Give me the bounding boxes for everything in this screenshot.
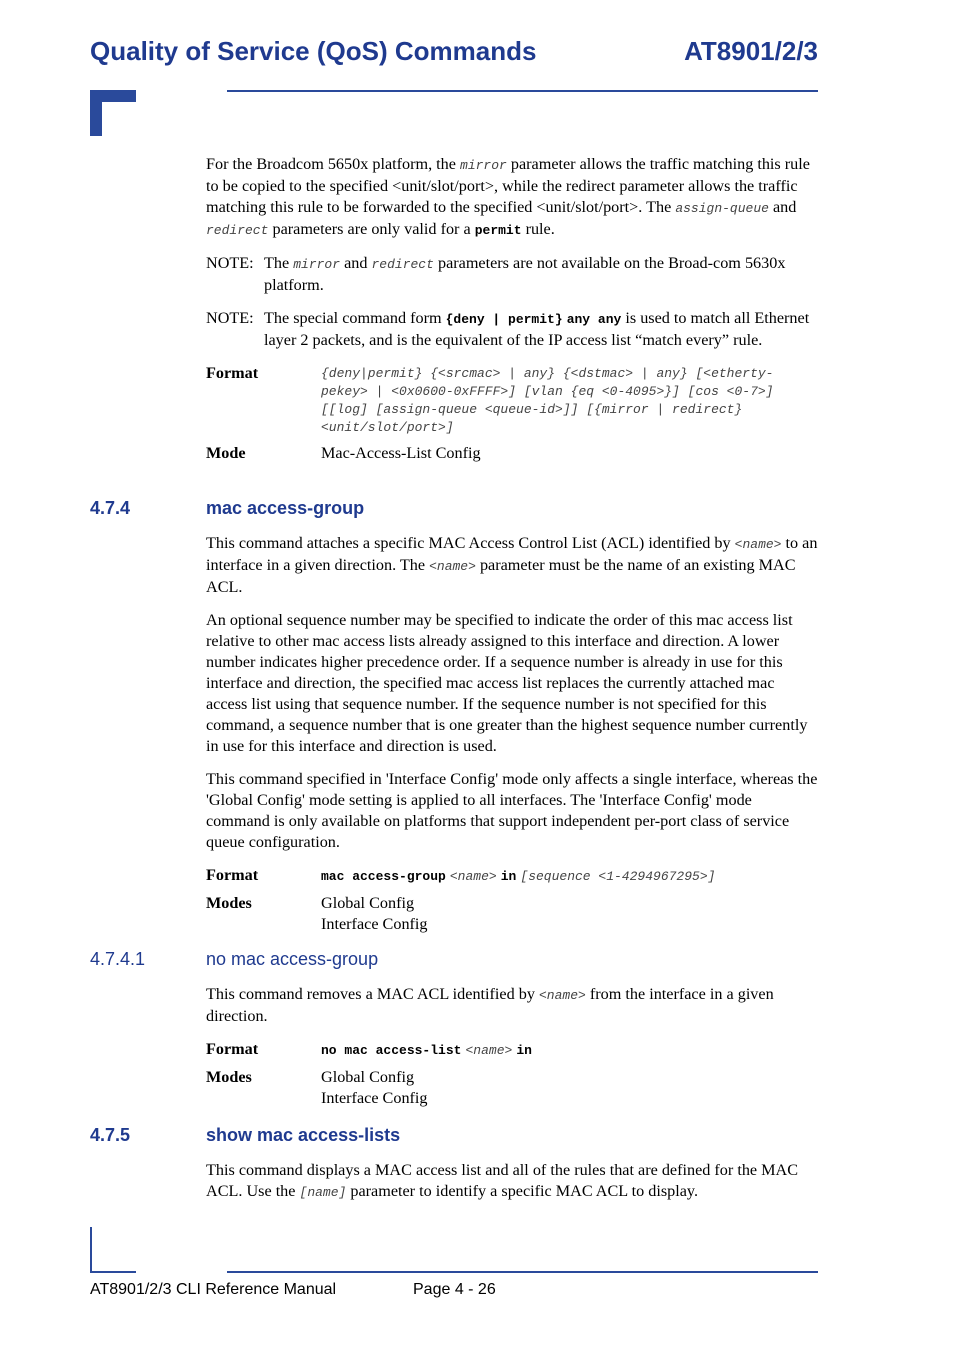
modes-label: Modes [206, 1068, 252, 1086]
footer-manual-title: AT8901/2/3 CLI Reference Manual [90, 1281, 337, 1298]
format-row: Format mac access-group <name> in [sequence <1-4294967295>] [206, 866, 716, 884]
header-rule [227, 90, 818, 92]
note-mirror-redirect: NOTE: The mirror and redirect parameters are not available on the Broad-com 5630x platform. [206, 254, 786, 294]
section-heading-4-7-5: 4.7.5 show mac access-lists [90, 1125, 401, 1145]
section-4-7-5-body [206, 1160, 818, 1215]
mode-value: Global Config [321, 894, 415, 912]
format-row: Format no mac access-list <name> in [206, 1040, 532, 1058]
note-label: NOTE: [206, 309, 254, 327]
page-header-model: AT8901/2/3 [684, 36, 818, 66]
modes-row [206, 893, 818, 935]
paragraph: This command displays a MAC access list and all of the rules that are defined for the MAC ACL. Use the [name] parameter to identify a specific MAC ACL to display. [206, 1161, 799, 1200]
mode-value: Interface Config [321, 915, 428, 933]
section-heading-4-7-4-1: 4.7.4.1 no mac access-group [90, 949, 379, 969]
note-label: NOTE: [206, 254, 254, 272]
mode-value: Interface Config [321, 1089, 428, 1107]
mode-label: Mode [206, 444, 246, 462]
section-heading-4-7-4: 4.7.4 mac access-group [90, 498, 365, 518]
mode-value: Mac-Access-List Config [321, 444, 481, 462]
format-row [206, 363, 818, 437]
format-syntax: {deny|permit} {<srcmac> | any} {<dstmac> | any} [<etherty-pekey> | <0x0600-0xFFFF>] [vlan {eq <0-4095>}] [cos <0-7>] [[log] [assign-queue <queue-id>]] [{mirror | redirect} <unit/slot/port>] [321, 366, 774, 435]
corner-bracket-bottom-horizontal [90, 1271, 136, 1273]
modes-label: Modes [206, 894, 252, 912]
format-label: Format [206, 1040, 259, 1058]
format-label: Format [206, 364, 259, 382]
section-4-7-4-1-body [206, 984, 818, 1115]
footer-rule [227, 1271, 818, 1273]
paragraph: This command removes a MAC ACL identified by <name> from the interface in a given direction. [206, 985, 774, 1025]
format-label: Format [206, 866, 259, 884]
mode-value: Global Config [321, 1068, 415, 1086]
corner-bracket-bottom-vertical [90, 1227, 92, 1273]
intro-paragraph: For the Broadcom 5650x platform, the mirror parameter allows the traffic matching this rule to be copied to the specified <unit/slot/port>, while the redirect parameter allows the traffic matching this rule to be forwarded to the specified <unit/slot/port>. The assign-queue and redirect parameters are only valid for a permit rule. [206, 155, 810, 238]
note-special-command-form: NOTE: The special command form {deny | permit} any any is used to match all Ethernet layer 2 packets, and is the equivalent of the IP access list “match every” rule. [206, 309, 810, 349]
paragraph: This command attaches a specific MAC Access Control List (ACL) identified by <name> to an interface in a given direction. The <name> parameter must be the name of an existing MAC ACL. [206, 534, 818, 596]
intro-section [206, 154, 818, 470]
mode-row [206, 443, 818, 464]
modes-row [206, 1067, 818, 1109]
page-header-title: Quality of Service (QoS) Commands [90, 36, 537, 66]
corner-bracket-top-horizontal [90, 90, 136, 102]
paragraph: This command specified in 'Interface Config' mode only affects a single interface, whereas the 'Global Config' mode setting is applied to all interfaces. The 'Interface Config' mode command is only available on platforms that support independent per-port class of service queue configuration. [206, 770, 818, 851]
paragraph: An optional sequence number may be specified to indicate the order of this mac access list relative to other mac access lists already assigned to this interface and direction. A lower number indicates higher precedence order. If a sequence number is already in use for this interface and direction, the specified mac access list replaces the currently attached mac access list using that sequence number. If the sequence number is not specified for this command, a sequence number that is one greater than the highest sequence number currently in use for this interface and direction is used. [206, 611, 808, 755]
footer-page-number: Page 4 - 26 [413, 1281, 496, 1298]
section-4-7-4-body [206, 533, 818, 941]
